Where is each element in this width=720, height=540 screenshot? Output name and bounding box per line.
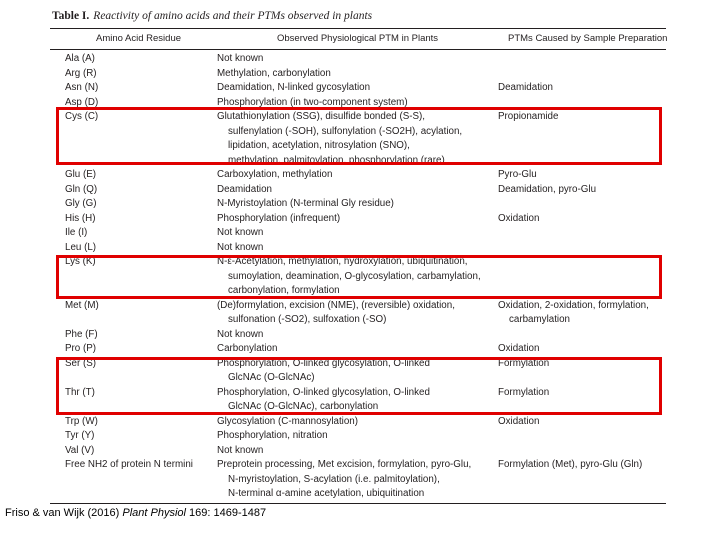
observed-ptm-line: sulfenylation (-SOH), sulfonylation (-SO2H), acylation,	[228, 125, 463, 137]
sample-prep-ptm-line: Oxidation, 2-oxidation, formylation,	[498, 299, 649, 311]
sample-prep-ptm-cell	[498, 168, 537, 183]
sample-prep-ptm-cell	[498, 81, 553, 96]
observed-ptm-line: Carboxylation, methylation	[217, 169, 333, 180]
table-row	[0, 67, 720, 82]
observed-ptm-line: sumoylation, deamination, O-glycosylation, carbamylation,	[228, 270, 481, 282]
sample-prep-ptm-line: Pyro-Glu	[498, 169, 537, 180]
observed-ptm-line: GlcNAc (O-GlcNAc), carbonylation	[228, 401, 379, 412]
residue-cell: Tyr (Y)	[65, 430, 95, 441]
residue-cell: His (H)	[65, 212, 96, 224]
residue-cell: Phe (F)	[65, 328, 98, 340]
residue-cell: Val (V)	[65, 444, 95, 456]
sample-prep-ptm-line: Formylation	[498, 386, 550, 398]
sample-prep-ptm-cell	[498, 458, 642, 473]
table-header-rule	[50, 49, 666, 50]
observed-ptm-cell	[217, 458, 492, 502]
residue-cell: Leu (L)	[65, 241, 97, 253]
observed-ptm-cell	[217, 342, 492, 357]
observed-ptm-cell	[217, 429, 492, 444]
observed-ptm-cell	[217, 52, 492, 67]
observed-ptm-line: N-Myristoylation (N-terminal Gly residue)	[217, 198, 394, 209]
sample-prep-ptm-line: Oxidation	[498, 212, 540, 224]
observed-ptm-line: Preprotein processing, Met excision, formylation, pyro-Glu,	[217, 459, 472, 470]
sample-prep-ptm-cell	[498, 212, 539, 227]
observed-ptm-cell	[217, 226, 492, 241]
residue-cell: Gln (Q)	[65, 183, 98, 195]
citation-ref: 169: 1469-1487	[189, 507, 267, 519]
residue-cell: Arg (R)	[65, 67, 97, 79]
observed-ptm-line: Not known	[217, 227, 264, 238]
residue-cell: Lys (K)	[65, 256, 96, 267]
observed-ptm-cell	[217, 81, 492, 96]
table-bottom-rule	[50, 503, 666, 504]
observed-ptm-line: Phosphorylation (in two-component system)	[217, 96, 408, 108]
table-row	[0, 444, 720, 459]
residue-cell: Glu (E)	[65, 169, 97, 180]
observed-ptm-cell	[217, 444, 492, 459]
table-row	[0, 81, 720, 96]
sample-prep-ptm-line: Oxidation	[498, 415, 540, 427]
sample-prep-ptm-cell	[498, 342, 539, 357]
header-observed-ptm: Observed Physiological PTM in Plants	[277, 33, 439, 44]
residue-cell: Cys (C)	[65, 111, 99, 122]
table-row	[0, 415, 720, 430]
table-title	[52, 10, 372, 22]
table-row	[0, 197, 720, 212]
observed-ptm-line: Deamidation	[217, 183, 273, 195]
citation-authors: Friso & van Wijk (2016)	[5, 507, 120, 519]
observed-ptm-line: Not known	[217, 444, 264, 456]
highlight-box-lys	[56, 255, 662, 299]
observed-ptm-line: (De)formylation, excision (NME), (reversible) oxidation,	[217, 299, 455, 311]
observed-ptm-cell	[217, 415, 492, 430]
residue-cell: Gly (G)	[65, 198, 97, 209]
observed-ptm-cell	[217, 67, 492, 82]
residue-cell: Ile (I)	[65, 227, 88, 238]
table-row	[0, 241, 720, 256]
observed-ptm-line: Methylation, carbonylation	[217, 67, 331, 79]
sample-prep-ptm-cell	[498, 415, 539, 430]
sample-prep-ptm-line: carbamylation	[509, 314, 570, 325]
observed-ptm-cell	[217, 212, 492, 227]
sample-prep-ptm-line: Formylation (Met), pyro-Glu (Gln)	[498, 459, 643, 470]
table-row	[0, 168, 720, 183]
sample-prep-ptm-cell	[498, 299, 649, 328]
residue-cell: Free NH2 of protein N termini	[65, 459, 193, 470]
residue-cell: Trp (W)	[65, 415, 98, 427]
sample-prep-ptm-line: Oxidation	[498, 343, 540, 354]
table-row	[0, 458, 720, 502]
citation-journal: Plant Physiol	[122, 507, 186, 519]
residue-cell: Ala (A)	[65, 53, 95, 64]
residue-cell: Met (M)	[65, 299, 99, 311]
sample-prep-ptm-line: Propionamide	[498, 111, 559, 122]
observed-ptm-line: Phosphorylation, O-linked glycosylation, O-linked	[217, 357, 430, 369]
table-row	[0, 328, 720, 343]
residue-cell: Pro (P)	[65, 343, 97, 354]
sample-prep-ptm-cell	[498, 183, 596, 198]
residue-cell: Thr (T)	[65, 386, 95, 398]
table-row	[0, 342, 720, 357]
residue-cell: Asp (D)	[65, 96, 99, 108]
observed-ptm-line: Phosphorylation, nitration	[217, 430, 328, 441]
table-row	[0, 429, 720, 444]
header-amino-acid-residue: Amino Acid Residue	[96, 33, 182, 44]
observed-ptm-line: N-terminal α-amine acetylation, ubiquitination	[228, 488, 425, 499]
table-row	[0, 52, 720, 67]
observed-ptm-line: Not known	[217, 328, 264, 340]
table-top-rule	[50, 28, 666, 29]
highlight-box-cys	[56, 107, 662, 165]
observed-ptm-cell	[217, 328, 492, 343]
observed-ptm-line: methylation, palmitoylation, phosphorylation (rare)	[228, 154, 445, 166]
observed-ptm-line: Phosphorylation (infrequent)	[217, 212, 341, 224]
table-title-text: Reactivity of amino acids and their PTMs observed in plants	[93, 10, 373, 22]
observed-ptm-line: Glycosylation (C-mannosylation)	[217, 415, 359, 427]
observed-ptm-line: Deamidation, N-linked gycosylation	[217, 82, 371, 93]
observed-ptm-line: Not known	[217, 241, 264, 253]
observed-ptm-cell	[217, 168, 492, 183]
sample-prep-ptm-line: Deamidation	[498, 82, 554, 93]
observed-ptm-cell	[217, 197, 492, 212]
observed-ptm-line: lipidation, acetylation, nitrosylation (SNO),	[228, 140, 410, 151]
observed-ptm-line: sulfonation (-SO2), sulfoxation (-SO)	[228, 314, 387, 325]
observed-ptm-line: Phosphorylation, O-linked glycosylation, O-linked	[217, 386, 430, 398]
observed-ptm-cell	[217, 183, 492, 198]
observed-ptm-cell	[217, 299, 492, 328]
header-sample-prep-ptm: PTMs Caused by Sample Preparation	[508, 33, 668, 44]
citation	[5, 507, 266, 519]
observed-ptm-line: GlcNAc (O-GlcNAc)	[228, 372, 315, 383]
observed-ptm-line: Not known	[217, 53, 264, 64]
table-row	[0, 183, 720, 198]
table-row	[0, 299, 720, 328]
observed-ptm-line: Carbonylation	[217, 343, 278, 354]
observed-ptm-line: Glutathionylation (SSG), disulfide bonded (S-S),	[217, 111, 426, 122]
table-row	[0, 212, 720, 227]
table-title-label: Table I.	[52, 10, 90, 22]
observed-ptm-line: N-ε-Acetylation, methylation, hydroxylation, ubiquitination,	[217, 256, 468, 267]
sample-prep-ptm-line: Formylation	[498, 357, 550, 369]
table-row	[0, 226, 720, 241]
residue-cell: Ser (S)	[65, 357, 97, 369]
observed-ptm-line: carbonylation, formylation	[228, 285, 340, 296]
highlight-box-ser-thr	[56, 357, 662, 415]
residue-cell: Asn (N)	[65, 82, 99, 93]
sample-prep-ptm-line: Deamidation, pyro-Glu	[498, 183, 597, 195]
observed-ptm-cell	[217, 241, 492, 256]
observed-ptm-line: N-myristoylation, S-acylation (i.e. palmitoylation),	[228, 473, 440, 485]
